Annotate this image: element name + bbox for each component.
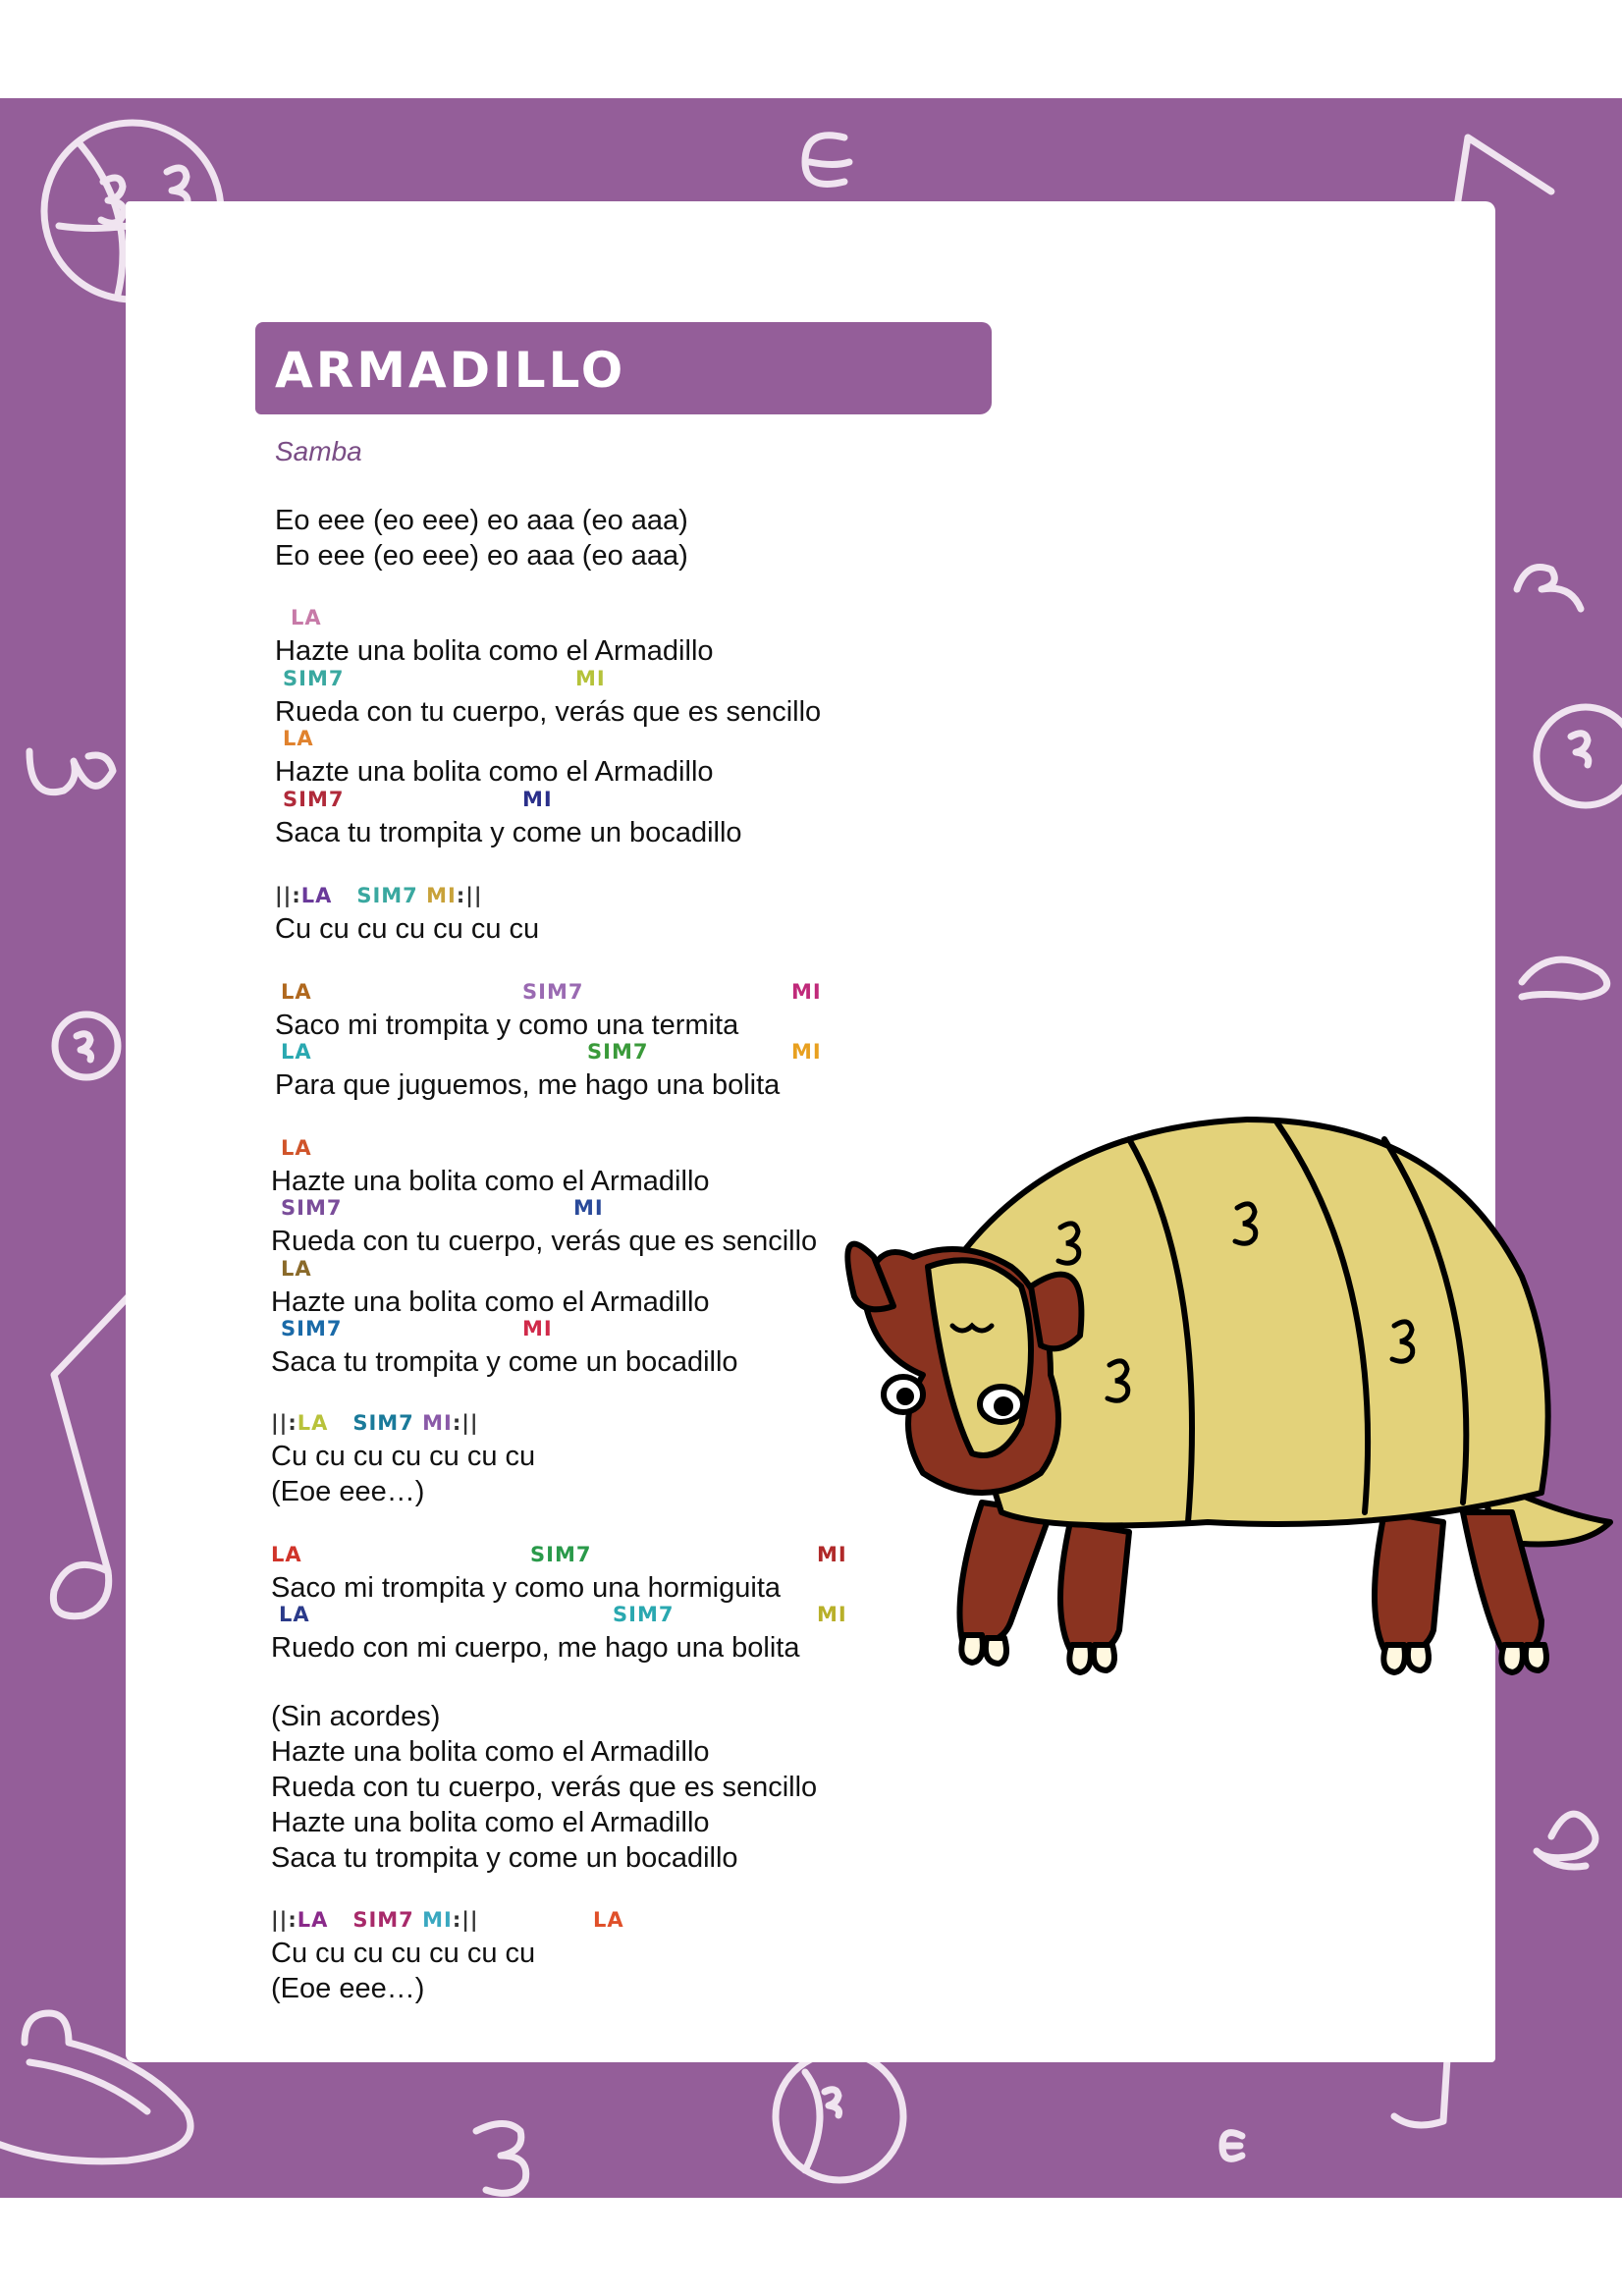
chord-label: LA bbox=[281, 980, 312, 1004]
lyric-line: Hazte una bolita como el Armadillo bbox=[271, 1286, 710, 1318]
chord-label: SIM7 bbox=[281, 1317, 343, 1340]
lyric-line: Ruedo con mi cuerpo, me hago una bolita bbox=[271, 1632, 800, 1664]
chord-label: LA bbox=[281, 1040, 312, 1064]
chord-label: SIM7 bbox=[613, 1603, 675, 1626]
lyric-line: Cu cu cu cu cu cu cu bbox=[275, 913, 540, 945]
chord-label: LA bbox=[593, 1908, 624, 1932]
lyric-line: (Eoe eee…) bbox=[271, 1973, 425, 2004]
chord-label: MI bbox=[422, 1411, 453, 1435]
repeat-chords bbox=[271, 1908, 479, 1932]
repeat-chords bbox=[271, 1411, 479, 1435]
chord-label: SIM7 bbox=[356, 884, 418, 907]
repeat-open-sign: ||: bbox=[271, 1908, 297, 1932]
lyric-line: Hazte una bolita como el Armadillo bbox=[275, 635, 714, 667]
chord-label: LA bbox=[271, 1543, 302, 1566]
chord-label: SIM7 bbox=[352, 1411, 414, 1435]
lyric-line: Cu cu cu cu cu cu cu bbox=[271, 1938, 536, 1969]
chord-label: MI bbox=[817, 1543, 847, 1566]
lyric-line: Hazte una bolita como el Armadillo bbox=[271, 1807, 710, 1838]
lyric-line: Eo eee (eo eee) eo aaa (eo aaa) bbox=[275, 505, 688, 536]
lyric-line: Hazte una bolita como el Armadillo bbox=[271, 1166, 710, 1197]
repeat-chords bbox=[275, 884, 483, 907]
chord-label: LA bbox=[297, 1908, 329, 1932]
lyric-line: (Sin acordes) bbox=[271, 1701, 441, 1732]
lyric-line: Eo eee (eo eee) eo aaa (eo aaa) bbox=[275, 540, 688, 572]
lyric-line: (Eoe eee…) bbox=[271, 1476, 425, 1507]
lyric-line: Rueda con tu cuerpo, verás que es sencillo bbox=[275, 696, 822, 728]
lyric-line: Hazte una bolita como el Armadillo bbox=[271, 1736, 710, 1768]
chord-label: SIM7 bbox=[522, 980, 584, 1004]
chord-label: MI bbox=[791, 980, 822, 1004]
chord-label: MI bbox=[522, 788, 553, 811]
chord-label: SIM7 bbox=[281, 1196, 343, 1220]
chord-label: MI bbox=[791, 1040, 822, 1064]
chord-label: LA bbox=[283, 727, 314, 750]
song-title: ARMADILLO bbox=[275, 342, 626, 399]
chord-label: SIM7 bbox=[283, 788, 345, 811]
chord-label: LA bbox=[279, 1603, 310, 1626]
repeat-open-sign: ||: bbox=[271, 1411, 297, 1435]
chord-label: SIM7 bbox=[530, 1543, 592, 1566]
chord-label: LA bbox=[281, 1257, 312, 1281]
lyric-line: Cu cu cu cu cu cu cu bbox=[271, 1441, 536, 1472]
repeat-open-sign: ||: bbox=[275, 884, 301, 907]
chord-label: SIM7 bbox=[587, 1040, 649, 1064]
armadillo-illustration bbox=[835, 1100, 1620, 1689]
lyric-line: Hazte una bolita como el Armadillo bbox=[275, 756, 714, 788]
chord-label: SIM7 bbox=[283, 667, 345, 690]
lyric-line: Saca tu trompita y come un bocadillo bbox=[275, 817, 742, 848]
lyric-line: Para que juguemos, me hago una bolita bbox=[275, 1069, 781, 1101]
chord-label: MI bbox=[573, 1196, 604, 1220]
song-style: Samba bbox=[275, 436, 362, 466]
chord-label: LA bbox=[300, 884, 333, 907]
chord-label: LA bbox=[281, 1136, 312, 1160]
chord-label: SIM7 bbox=[352, 1908, 414, 1932]
lyric-line: Saco mi trompita y como una hormiguita bbox=[271, 1572, 781, 1604]
lyric-line: Saca tu trompita y come un bocadillo bbox=[271, 1842, 738, 1874]
chord-label: LA bbox=[297, 1411, 329, 1435]
lyric-line: Saco mi trompita y como una termita bbox=[275, 1010, 739, 1041]
chord-label: MI bbox=[575, 667, 606, 690]
repeat-close-sign: :|| bbox=[452, 1411, 479, 1435]
repeat-close-sign: :|| bbox=[456, 884, 483, 907]
chord-label: LA bbox=[291, 606, 322, 629]
lyric-line: Rueda con tu cuerpo, verás que es sencillo bbox=[271, 1226, 818, 1257]
repeat-close-sign: :|| bbox=[452, 1908, 479, 1932]
lyric-line: Saca tu trompita y come un bocadillo bbox=[271, 1346, 738, 1378]
chord-label: MI bbox=[422, 1908, 453, 1932]
lyric-line: Rueda con tu cuerpo, verás que es sencillo bbox=[271, 1772, 818, 1803]
chord-label: MI bbox=[426, 884, 457, 907]
chord-label: MI bbox=[817, 1603, 847, 1626]
chord-label: MI bbox=[522, 1317, 553, 1340]
